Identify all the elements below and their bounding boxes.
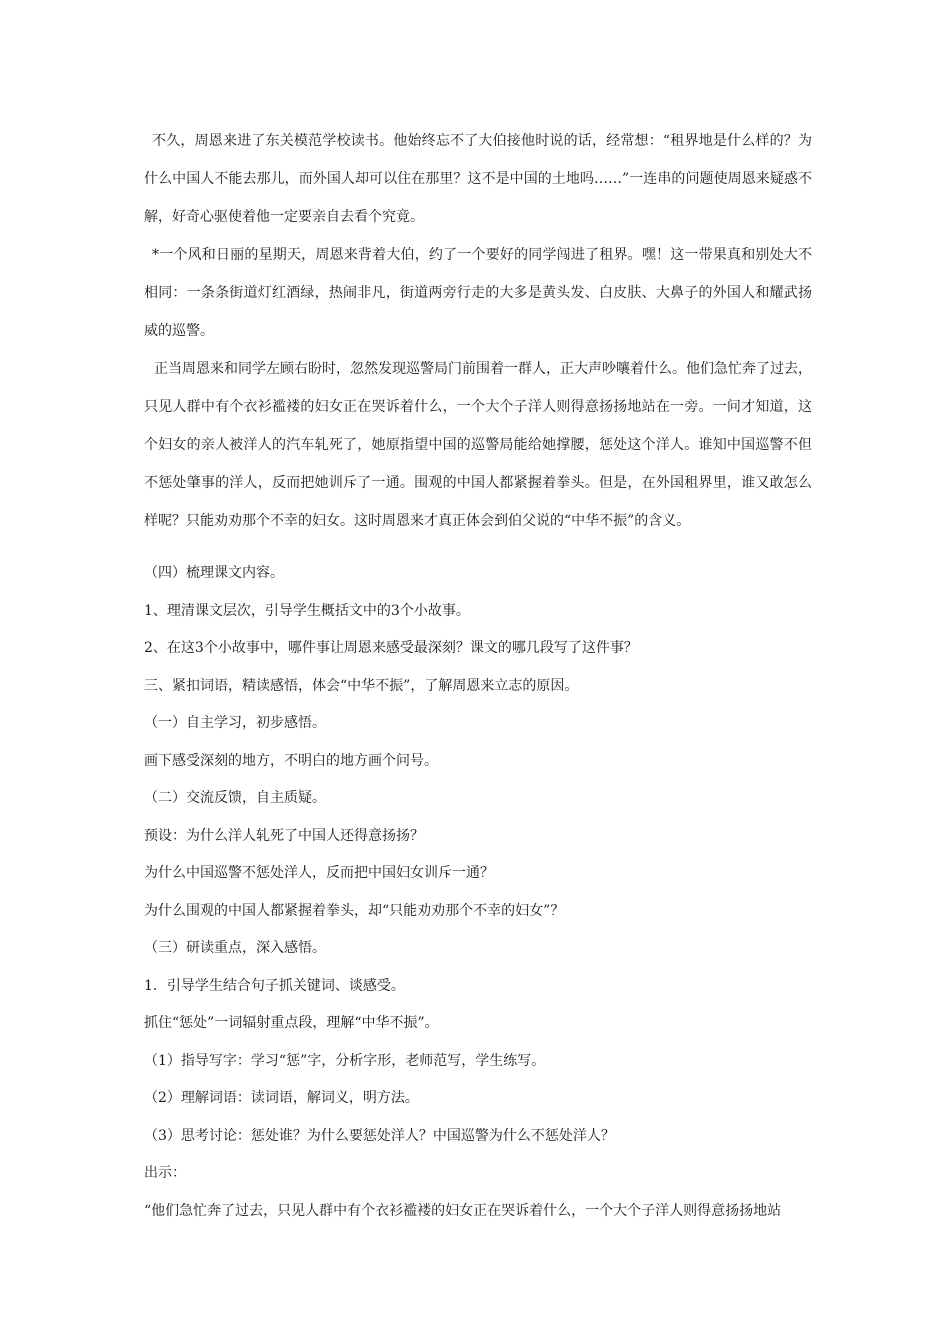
outline-item: 为什么中国巡警不惩处洋人，反而把中国妇女训斥一通？ bbox=[144, 865, 494, 881]
outline-item: 1．引导学生结合句子抓关键词、谈感受。 bbox=[144, 977, 405, 994]
outline-item: 2、在这3个小故事中，哪件事让周恩来感受最深刻？课文的哪几段写了这件事？ bbox=[144, 640, 638, 656]
story-paragraph-3: 正当周恩来和同学左顾右盼时，忽然发现巡警局门前围着一群人，正大声吵嚷着什么。他们急忙奔了过去，只见人群中有个衣衫褴褛的妇女正在哭诉着什么，一个大个子洋人则得意扬扬地站在一旁。一问才知道，这个妇女的亲人被洋人的汽车轧死了，她原指望中国的巡警局能给她撑腰，惩处这个洋人。谁知中国巡警不但不惩处肇事的洋人，反而把她训斥了一通。围观的中国人都紧握着拳头。但是，在外国租界里，谁又敢怎么样呢？只能劝劝那个不幸的妇女。这时周恩来才真正体会到伯父说的“中华不振”的含义。 bbox=[144, 361, 812, 529]
outline-item: （1）指导写字：学习“惩”字，分析字形，老师范写，学生练写。 bbox=[144, 1052, 546, 1069]
outline-item: （2）理解词语：读词语，解词义，明方法。 bbox=[144, 1090, 419, 1106]
story-paragraph-2: *一个风和日丽的星期天，周恩来背着大伯，约了一个要好的同学闯进了租界。嘿！这一带果真和别处大不相同：一条条街道灯红酒绿，热闹非凡，街道两旁行走的大多是黄头发、白皮肤、大鼻子的外国人和耀武扬威的巡警。 bbox=[144, 247, 812, 339]
section-heading-3: 三、紧扣词语，精读感悟，体会“中华不振”，了解周恩来立志的原因。 bbox=[144, 677, 579, 694]
story-excerpt bbox=[144, 122, 812, 540]
subheading-1: （一）自主学习，初步感悟。 bbox=[144, 715, 326, 731]
outline-item: 为什么围观的中国人都紧握着拳头，却“只能劝劝那个不幸的妇女”？ bbox=[144, 902, 565, 919]
outline-heading-4: （四）梳理课文内容。 bbox=[144, 565, 284, 581]
outline-item: 出示： bbox=[144, 1165, 186, 1181]
subheading-2: （二）交流反馈，自主质疑。 bbox=[144, 790, 326, 806]
subheading-3: （三）研读重点，深入感悟。 bbox=[144, 940, 326, 956]
outline-item: 画下感受深刻的地方，不明白的地方画个问号。 bbox=[144, 752, 438, 769]
outline-item: 1、理清课文层次，引导学生概括文中的3个小故事。 bbox=[144, 602, 470, 619]
outline-item: 抓住“惩处”一词辐射重点段，理解“中华不振”。 bbox=[144, 1015, 439, 1031]
outline-item: （3）思考讨论：惩处谁？为什么要惩处洋人？中国巡警为什么不惩处洋人？ bbox=[144, 1127, 615, 1144]
story-paragraph-1: 不久，周恩来进了东关模范学校读书。他始终忘不了大伯接他时说的话，经常想：“租界地是什么样的？为什么中国人不能去那儿，而外国人却可以住在那里？这不是中国的土地吗……”一连串的问题使周恩来疑惑不解，好奇心驱使着他一定要亲自去看个究竟。 bbox=[144, 133, 812, 225]
quoted-passage: “他们急忙奔了过去，只见人群中有个衣衫褴褛的妇女正在哭诉着什么，一个大个子洋人则得意扬扬地站 bbox=[144, 1202, 782, 1219]
lesson-outline bbox=[144, 555, 812, 1230]
outline-item: 预设：为什么洋人轧死了中国人还得意扬扬？ bbox=[144, 827, 424, 844]
